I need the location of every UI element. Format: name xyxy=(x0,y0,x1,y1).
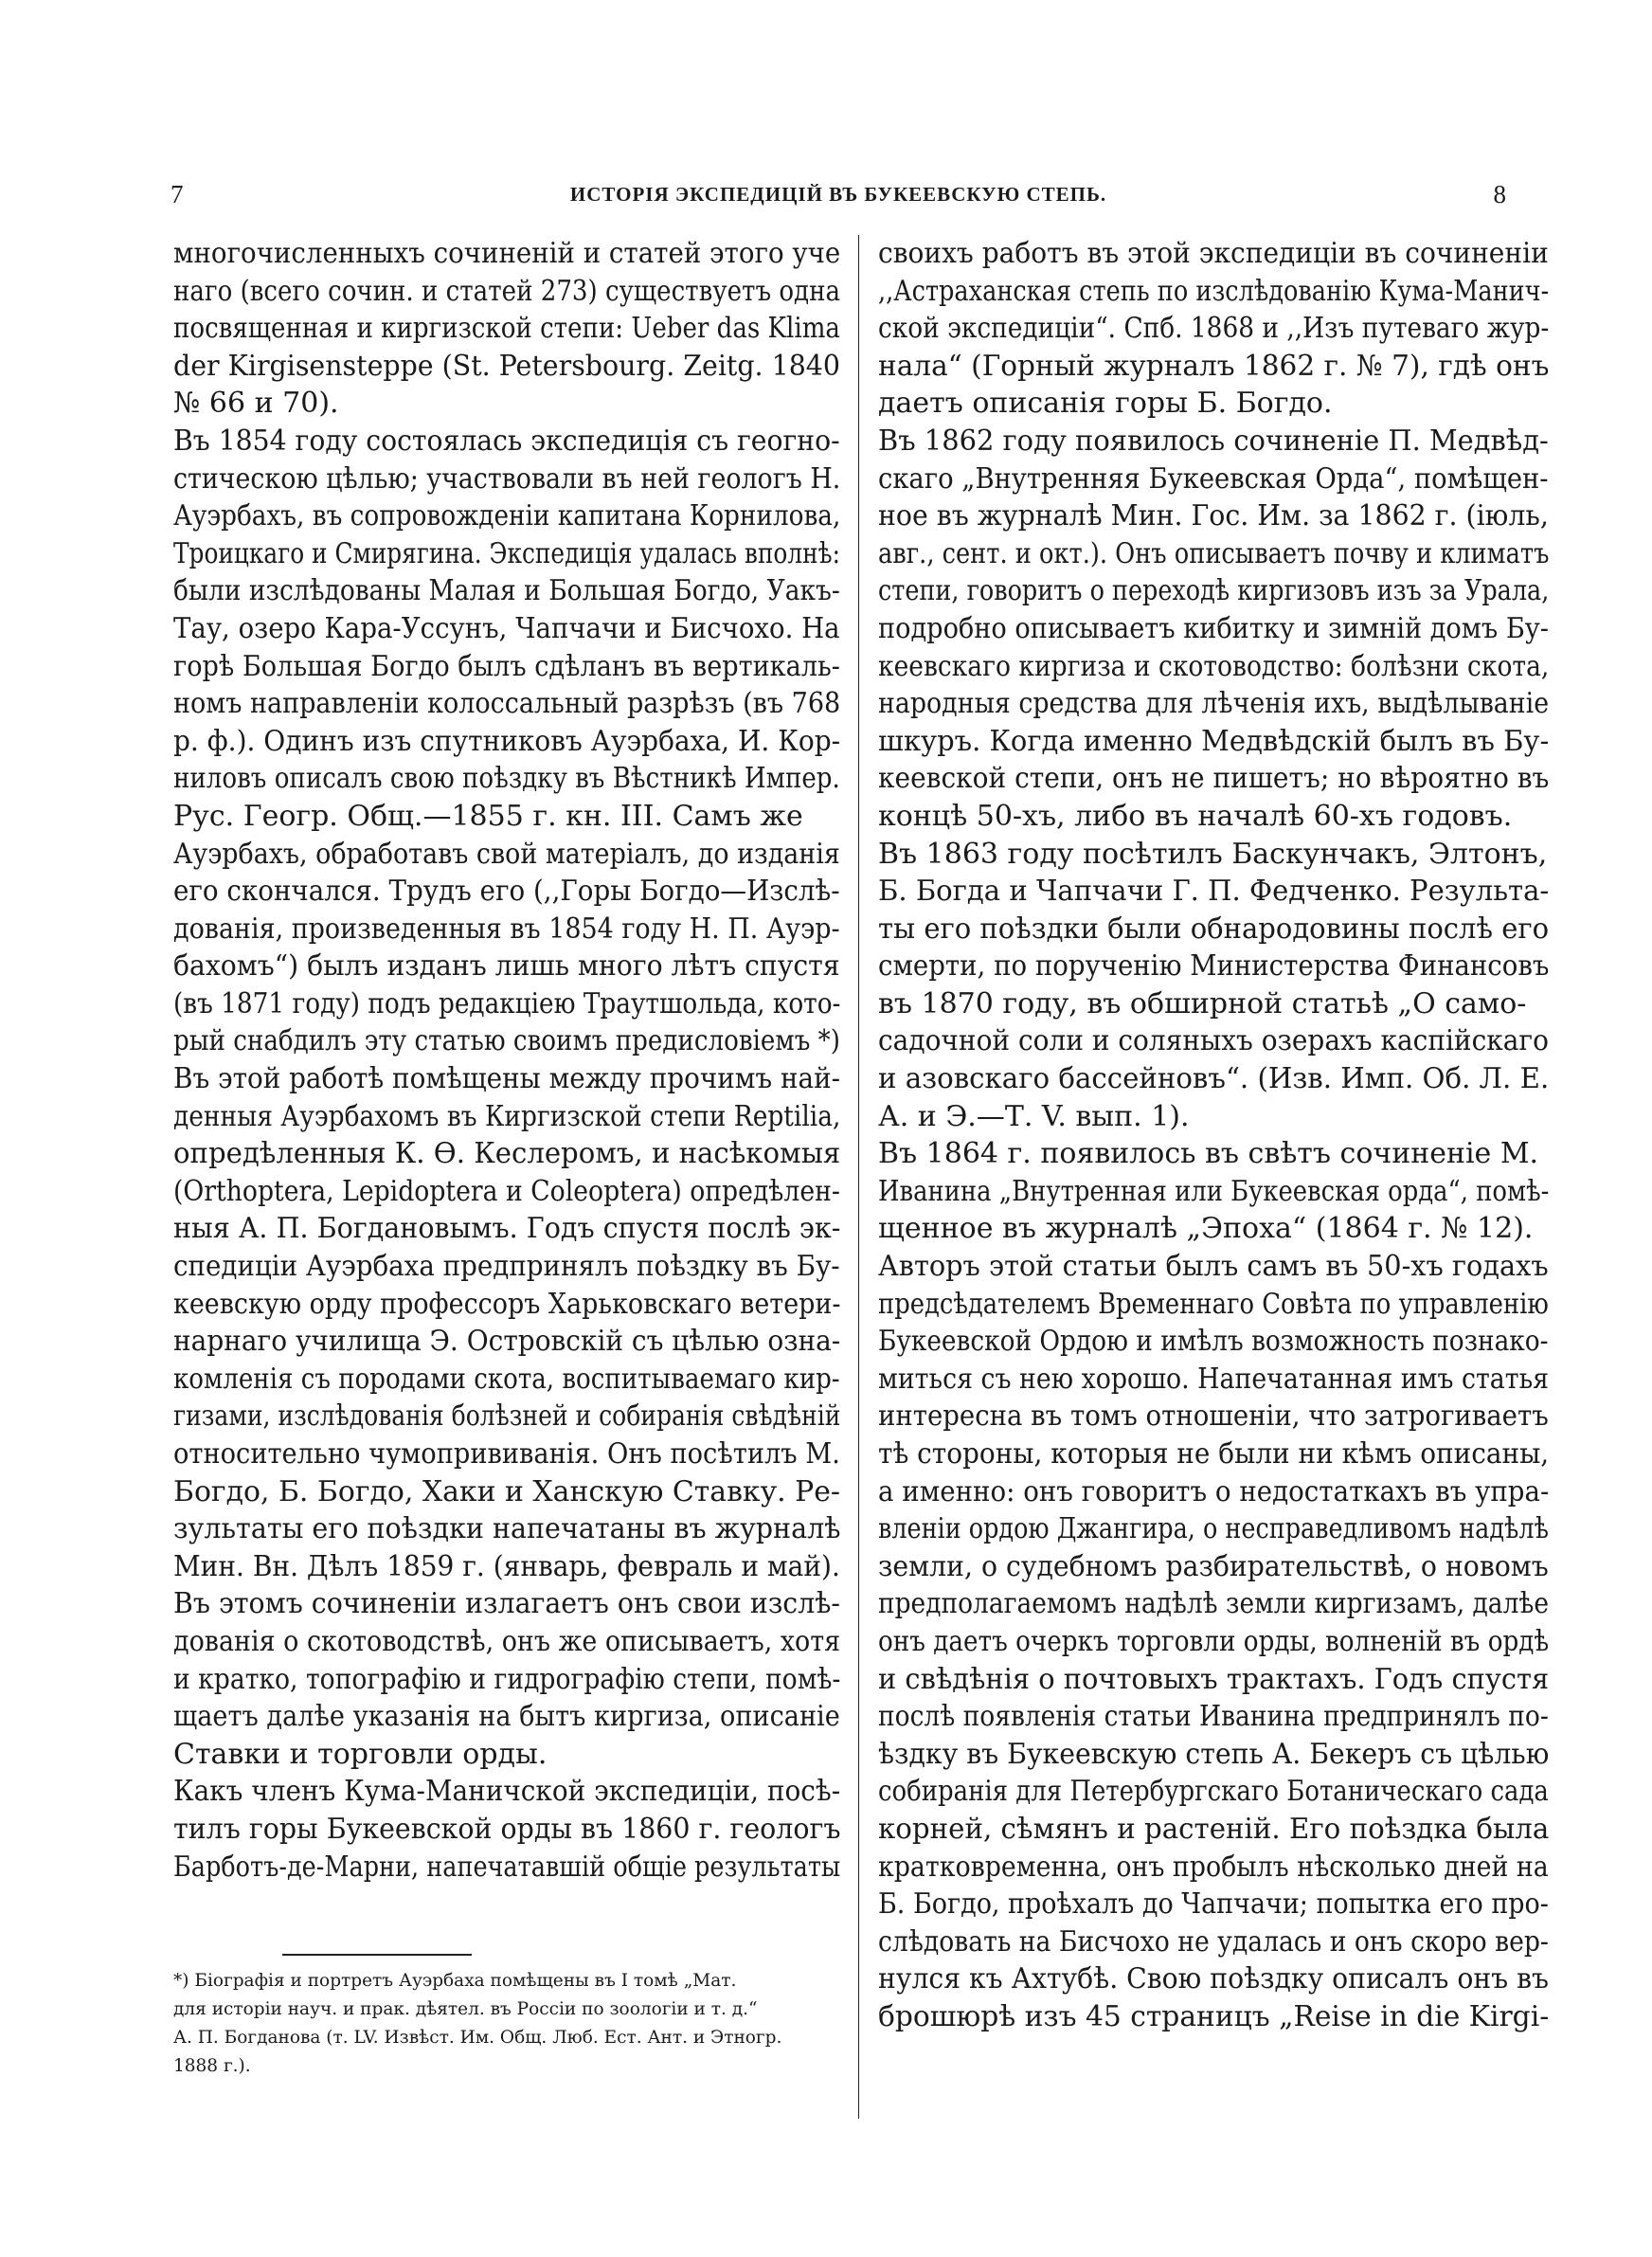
text-line: концѣ 50-хъ, либо въ началѣ 60-хъ годовъ. xyxy=(878,799,1513,833)
text-line: смерти, по порученію Министерства Финансовъ xyxy=(878,949,1550,984)
text-line: Троицкаго и Смирягина. Экспедиція удалась вполнѣ: xyxy=(173,536,841,570)
text-line: (Orthoptera, Lepidoptera и Coleoptera) опредѣлен- xyxy=(173,1174,840,1208)
text-line: спедиціи Ауэрбаха предпринялъ поѣздку въ Бу- xyxy=(173,1250,840,1284)
text-line: Б. Богдо, проѣхалъ до Чапчачи; попытка его про- xyxy=(878,1887,1549,1922)
text-line: ниловъ описалъ свою поѣздку въ Вѣстникѣ Импер. xyxy=(173,762,840,796)
text-line: шкуръ. Когда именно Медвѣдскій былъ въ Бу- xyxy=(878,724,1550,758)
text-line: щаетъ далѣе указанія на бытъ киргиза, описаніе xyxy=(173,1700,840,1734)
text-line: гизами, изслѣдованія болѣзней и собиранія свѣдѣній xyxy=(173,1399,841,1434)
text-line: относительно чумопрививанія. Онъ посѣтилъ М. xyxy=(173,1437,840,1471)
text-line: денныя Ауэрбахомъ въ Киргизской степи Reptilia, xyxy=(173,1099,841,1133)
footnote-block xyxy=(173,1967,840,2081)
text-line: Въ 1864 г. появилось въ свѣтъ сочиненіе М. xyxy=(878,1137,1539,1171)
text-line: Ауэрбахъ, обработавъ свой матеріалъ, до изданія xyxy=(173,837,840,871)
text-line: зультаты его поѣздки напечатаны въ журналѣ xyxy=(173,1512,841,1546)
text-line: Въ этомъ сочиненіи излагаетъ онъ свои изслѣ- xyxy=(173,1587,840,1621)
text-line: и азовскаго бассейновъ“. (Изв. Имп. Об. Л. Е. xyxy=(878,1062,1550,1096)
text-line: степи, говоритъ о переходѣ киргизовъ изъ за Урала, xyxy=(878,574,1550,608)
text-line: ты его поѣздки были обнародовины послѣ его xyxy=(878,912,1550,946)
text-line: ,,Астраханская степь по изслѣдованію Кума-Манич- xyxy=(878,274,1550,308)
text-line: собиранія для Петербургскаго Ботаническаго сада xyxy=(878,1775,1549,1809)
text-line: своихъ работъ въ этой экспедиціи въ сочиненіи xyxy=(878,237,1549,270)
text-line: комленія съ породами скота, воспитываемаго кир- xyxy=(173,1362,840,1396)
text-line: нала“ (Горный журналъ 1862 г. № 7), гдѣ онъ xyxy=(878,349,1550,383)
text-line: слѣдовать на Бисчохо не удалась и онъ скоро вер- xyxy=(878,1924,1549,1959)
text-line: кеевскаго киргиза и скотоводство: болѣзни скота, xyxy=(878,649,1550,683)
text-line: дованія о скотоводствѣ, онъ же описываетъ, хотя xyxy=(173,1624,841,1658)
text-line: корней, сѣмянъ и растеній. Его поѣздка была xyxy=(878,1812,1550,1846)
footnote-divider xyxy=(282,1954,472,1956)
text-line: Въ 1854 году состоялась экспедиція съ геогно- xyxy=(173,424,840,458)
text-line: тѣ стороны, которыя не были ни кѣмъ описаны, xyxy=(878,1437,1550,1471)
text-line: ное въ журналѣ Мин. Гос. Им. за 1862 г. (іюль, xyxy=(878,499,1549,533)
page-number-left: 7 xyxy=(171,180,184,208)
text-line: Въ этой работѣ помѣщены между прочимъ най- xyxy=(173,1062,841,1096)
page-header xyxy=(171,180,1506,218)
text-line: садочной соли и соляныхъ озерахъ каспійскаго xyxy=(878,1024,1549,1058)
text-line: брошюрѣ изъ 45 страницъ „Reise in die Kirgi- xyxy=(878,1999,1550,2033)
text-line: кратковременна, онъ пробылъ нѣсколько дней на xyxy=(878,1850,1549,1884)
text-line: Рус. Геогр. Общ.—1855 г. кн. III. Самъ же xyxy=(173,799,803,833)
text-line: Какъ членъ Кума-Маничской экспедиціи, посѣ- xyxy=(173,1775,841,1809)
text-line: тилъ горы Букеевской орды въ 1860 г. геологъ xyxy=(173,1812,841,1846)
text-line: номъ направленіи колоссальный разрѣзъ (въ 768 xyxy=(173,687,841,721)
text-line: земли, о судебномъ разбирательствѣ, о новомъ xyxy=(878,1549,1549,1583)
text-line: миться съ нею хорошо. Напечатанная имъ статья xyxy=(878,1362,1550,1396)
text-line: наго (всего сочин. и статей 273) существуетъ одна xyxy=(173,274,841,308)
text-line: послѣ появленія статьи Иванина предпринялъ по- xyxy=(878,1700,1549,1734)
text-line: его скончался. Трудъ его (,,Горы Богдо—Изслѣ- xyxy=(173,875,840,909)
left-text-column xyxy=(173,235,840,1886)
text-line: подробно описываетъ кибитку и зимній домъ Бу- xyxy=(878,611,1549,645)
text-line: der Kirgisensteppe (St. Petersbourg. Zeitg. 1840 xyxy=(173,349,840,383)
text-line: ныя А. П. Богдановымъ. Годъ спустя послѣ эк- xyxy=(173,1212,841,1246)
text-line: А. и Э.—Т. V. вып. 1). xyxy=(878,1099,1190,1133)
text-line: Б. Богда и Чапчачи Г. П. Федченко. Результа- xyxy=(878,875,1550,909)
running-title: ИСТОРІЯ ЭКСПЕДИЦІЙ ВЪ БУКЕЕВСКУЮ СТЕПЬ. xyxy=(569,183,1107,206)
column-divider xyxy=(858,235,859,2119)
text-line: Ауэрбахъ, въ сопровожденіи капитана Корнилова, xyxy=(173,499,841,533)
text-line: въ 1870 году, въ обширной статьѣ „О само- xyxy=(878,986,1527,1020)
text-line: даетъ описанія горы Б. Богдо. xyxy=(878,387,1333,421)
text-line: авг., сент. и окт.). Онъ описываетъ почву и климатъ xyxy=(878,536,1550,570)
text-line: Ставки и торговли орды. xyxy=(173,1737,548,1771)
text-line: были изслѣдованы Малая и Большая Богдо, Уакъ- xyxy=(173,574,840,608)
text-line: посвященная и киргизской степи: Ueber das Klima xyxy=(173,312,840,346)
text-line: стическою цѣлью; участвовали въ ней геологъ Н. xyxy=(173,461,841,496)
text-line: и свѣдѣнія о почтовыхъ трактахъ. Годъ спустя xyxy=(878,1662,1550,1696)
text-line: предсѣдателемъ Временнаго Совѣта по управленію xyxy=(878,1287,1549,1321)
text-line: р. ф.). Одинъ изъ спутниковъ Ауэрбаха, И. Кор- xyxy=(173,724,841,758)
footnote-line: для исторіи науч. и прак. дѣятел. въ Россіи по зоологіи и т. д.“ xyxy=(173,1999,758,2019)
footnote-line: 1888 г.). xyxy=(173,2056,251,2076)
text-line: Иванина „Внутренная или Букеевская орда“, помѣ- xyxy=(878,1174,1550,1208)
text-line: Букеевской Ордою и имѣлъ возможность познако- xyxy=(878,1325,1549,1359)
text-line: Мин. Вн. Дѣлъ 1859 г. (январь, февраль и май). xyxy=(173,1549,840,1583)
text-line: и кратко, топографію и гидрографію степи, помѣ- xyxy=(173,1662,841,1696)
text-line: ской экспедиціи“. Спб. 1868 и ,,Изъ путеваго жур- xyxy=(878,312,1550,346)
text-line: нарнаго училища Э. Островскій съ цѣлью озна- xyxy=(173,1325,841,1359)
text-line: Въ 1863 году посѣтилъ Баскунчакъ, Элтонъ, xyxy=(878,837,1548,871)
text-line: Авторъ этой статьи былъ самъ въ 50-хъ годахъ xyxy=(878,1250,1549,1284)
text-line: нулся къ Ахтубѣ. Свою поѣздку описалъ онъ въ xyxy=(878,1962,1550,1996)
footnote-line: *) Біографія и портретъ Ауэрбаха помѣщены въ I томѣ „Мат. xyxy=(173,1971,737,1991)
text-line: (въ 1871 году) подъ редакціею Траутшольда, кото- xyxy=(173,986,841,1020)
text-line: рый снабдилъ эту статью своимъ предисловіемъ *) xyxy=(173,1024,840,1058)
text-line: щенное въ журналѣ „Эпоха“ (1864 г. № 12). xyxy=(878,1212,1534,1246)
right-text-column xyxy=(878,235,1549,2036)
text-line: предполагаемомъ надѣлѣ земли киргизамъ, далѣе xyxy=(878,1587,1549,1621)
text-line: вленіи ордою Джангира, о несправедливомъ надѣлѣ xyxy=(878,1512,1549,1546)
text-line: дованія, произведенныя въ 1854 году Н. П. Ауэр- xyxy=(173,912,840,946)
page-number-right: 8 xyxy=(1493,180,1506,208)
text-line: Барботъ-де-Марни, напечатавшій общіе результаты xyxy=(173,1850,841,1884)
text-line: горѣ Большая Богдо былъ сдѣланъ въ вертикаль- xyxy=(173,649,840,683)
text-line: многочисленныхъ сочиненій и статей этого уче xyxy=(173,237,841,270)
text-line: опредѣленныя К. Ѳ. Кеслеромъ, и насѣкомыя xyxy=(173,1137,841,1171)
text-line: народныя средства для лѣченія ихъ, выдѣлываніе xyxy=(878,687,1550,721)
text-line: № 66 и 70). xyxy=(173,387,339,421)
text-line: Тау, озеро Кара-Уссунъ, Чапчачи и Бисчохо. На xyxy=(173,611,840,645)
text-line: кеевской степи, онъ не пишетъ; но вѣроятно въ xyxy=(878,762,1550,796)
text-line: Богдо, Б. Богдо, Хаки и Ханскую Ставку. Ре- xyxy=(173,1474,841,1508)
text-line: онъ даетъ очеркъ торговли орды, волненій въ ордѣ xyxy=(878,1624,1550,1658)
footnote-line: А. П. Богданова (т. LV. Извѣст. Им. Общ. Люб. Ест. Ант. и Этногр. xyxy=(173,2028,782,2048)
text-line: бахомъ“) былъ изданъ лишь много лѣтъ спустя xyxy=(173,949,840,984)
text-line: скаго „Внутренняя Букеевская Орда“, помѣщен- xyxy=(878,461,1549,496)
text-line: ѣздку въ Букеевскую степь А. Бекеръ съ цѣлью xyxy=(878,1737,1550,1771)
text-line: кеевскую орду профессоръ Харьковскаго ветери- xyxy=(173,1287,841,1321)
text-line: а именно: онъ говоритъ о недостаткахъ въ упра- xyxy=(878,1474,1550,1508)
text-line: Въ 1862 году появилось сочиненіе П. Медвѣд- xyxy=(878,424,1549,458)
text-line: интересна въ томъ отношеніи, что затрогиваетъ xyxy=(878,1399,1549,1434)
